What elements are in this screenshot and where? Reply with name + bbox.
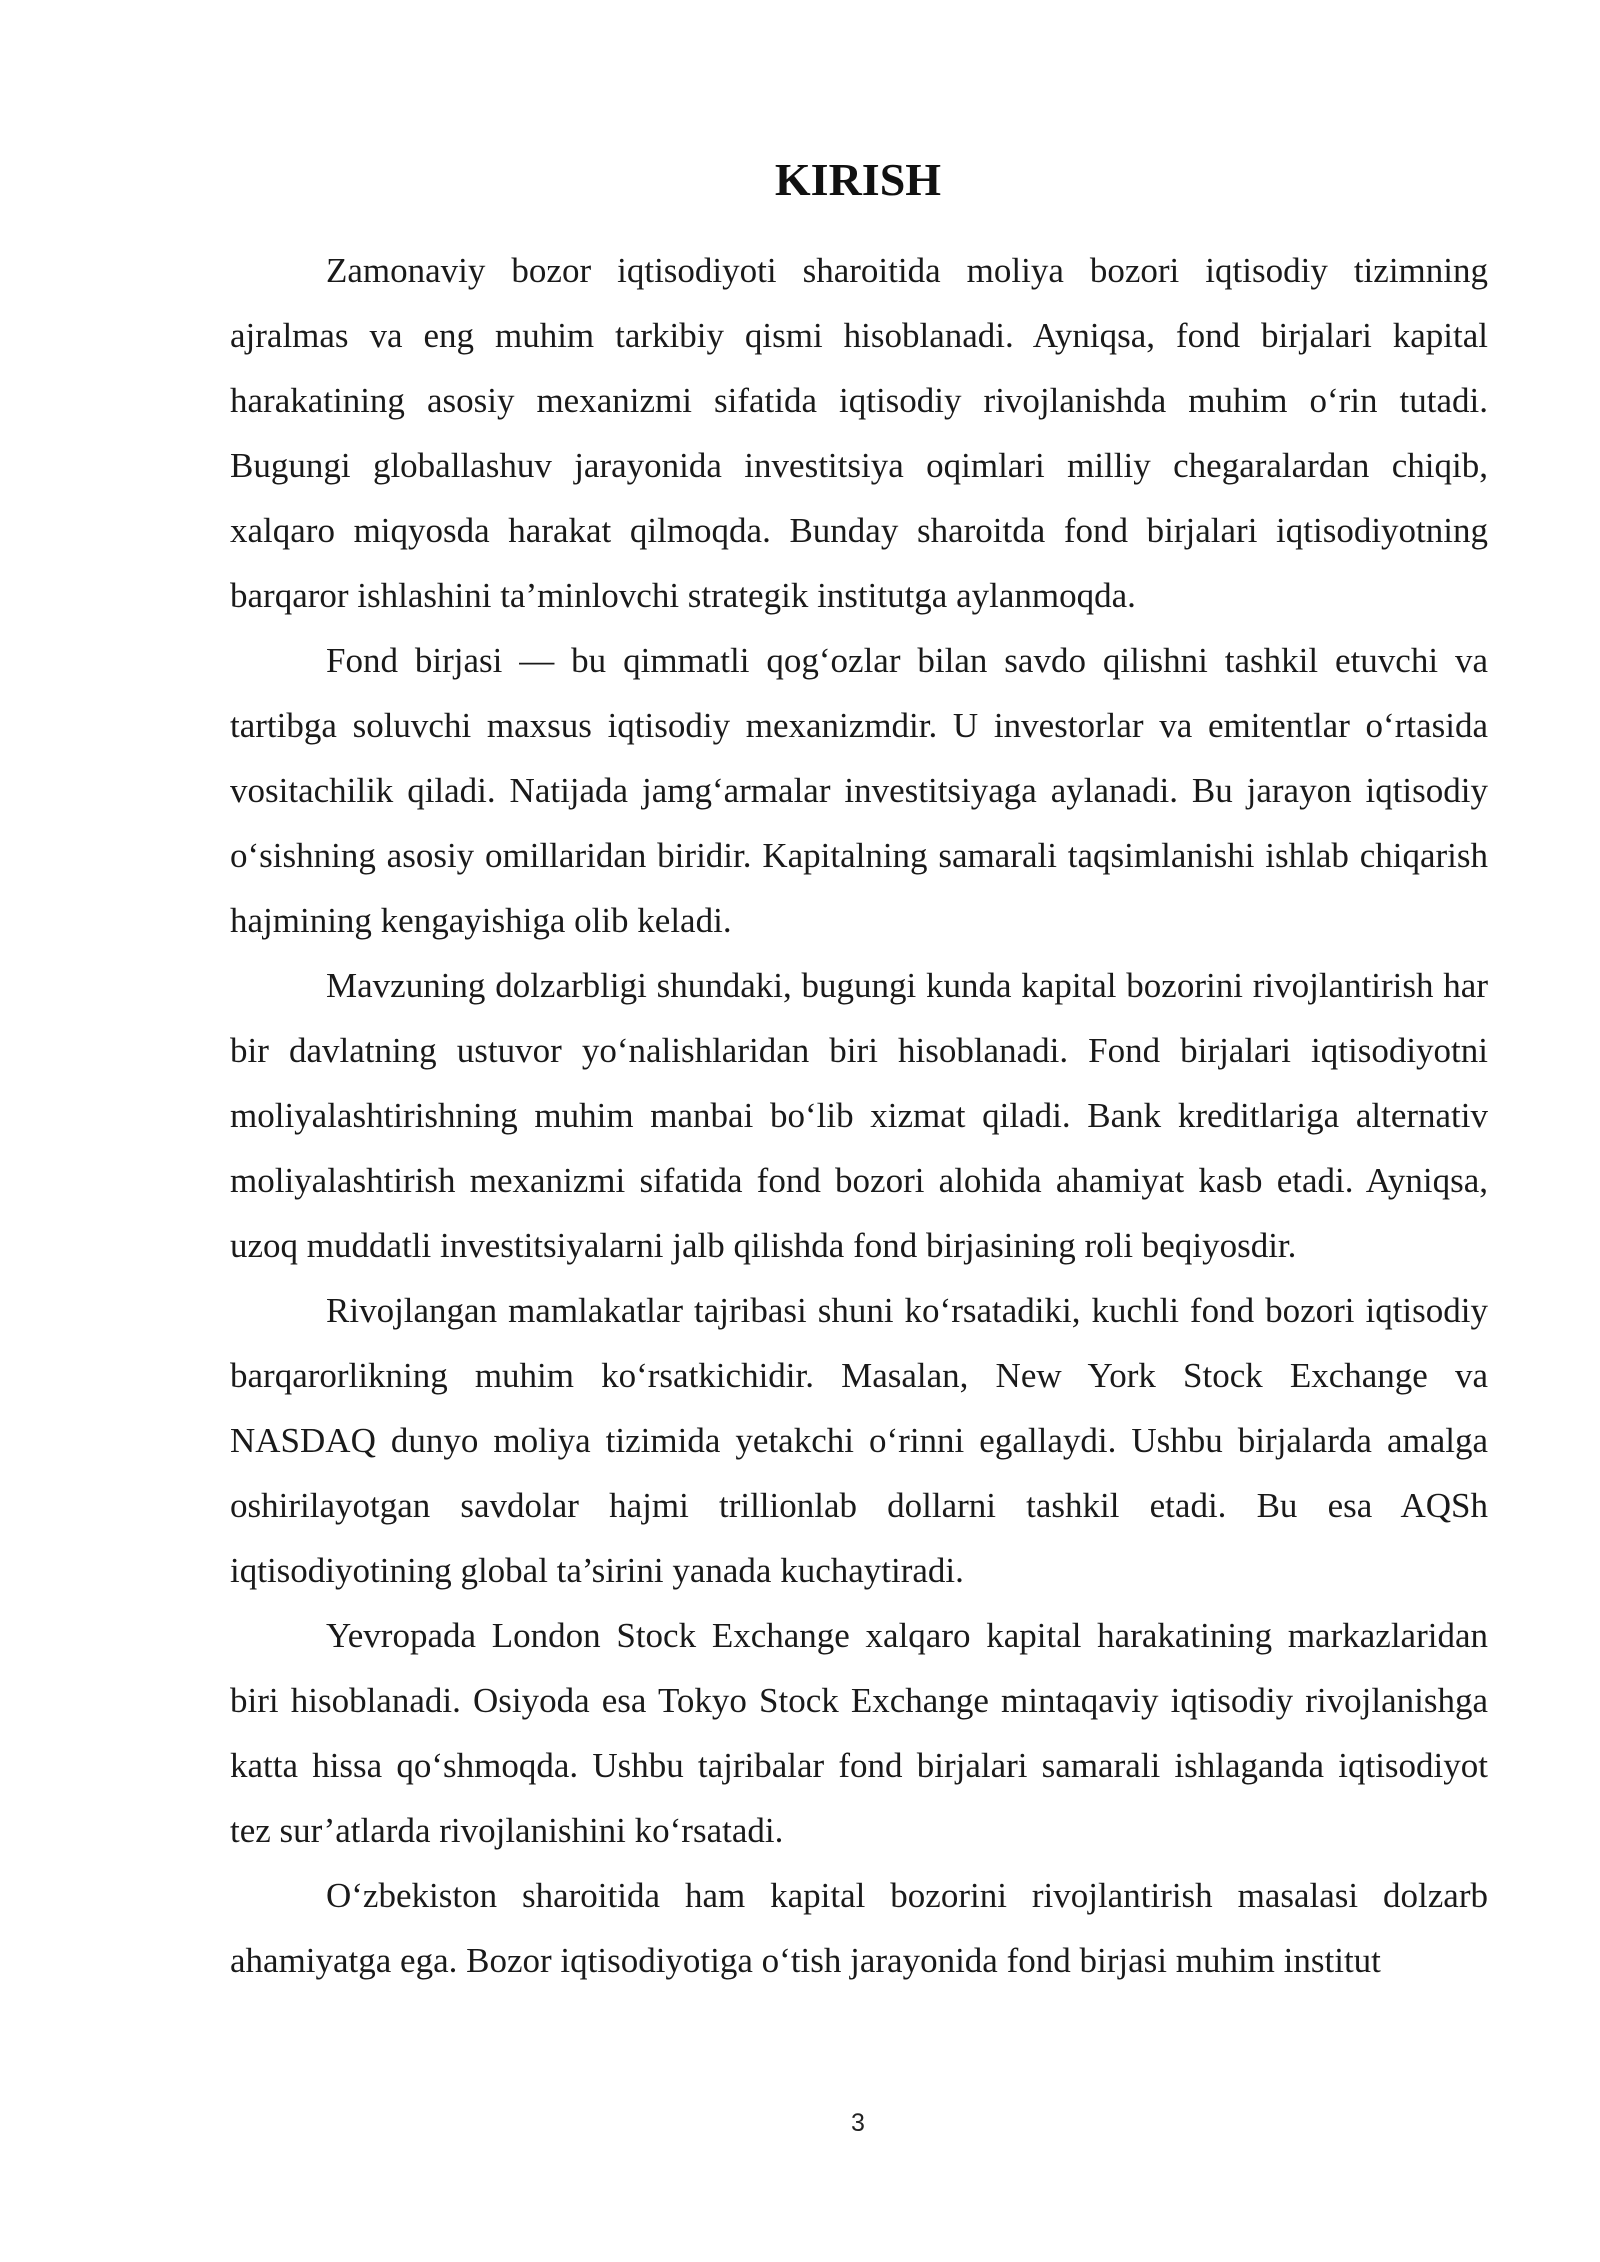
paragraph: Rivojlangan mamlakatlar tajribasi shuni ko‘rsatadiki, kuchli fond bozori iqtisodiy barqarorlikning muhim ko‘rsatkichidir. Masalan, New York Stock Exchange va NASDAQ dunyo moliya tizimida yetakchi o‘rinni egallaydi. Ushbu birjalarda amalga oshirilayotgan savdolar hajmi trillionlab dollarni tashkil etadi. Bu esa AQSh iqtisodiyotining global ta’sirini yanada kuchaytiradi. — [230, 1291, 1488, 1590]
page-number: 3 — [851, 2109, 865, 2137]
paragraph: Yevropada London Stock Exchange xalqaro kapital harakatining markazlaridan biri hisoblanadi. Osiyoda esa Tokyo Stock Exchange mintaqaviy iqtisodiy rivojlanishga katta hissa qo‘shmoqda. Ushbu tajribalar fond birjalari samarali ishlaganda iqtisodiyot tez sur’atlarda rivojlanishini ko‘rsatadi. — [230, 1616, 1488, 1850]
paragraph: Mavzuning dolzarbligi shundaki, bugungi kunda kapital bozorini rivojlantirish har bir davlatning ustuvor yo‘nalishlaridan biri hisoblanadi. Fond birjalari iqtisodiyotni moliyalashtirishning muhim manbai bo‘lib xizmat qiladi. Bank kreditlariga alternativ moliyalashtirish mexanizmi sifatida fond bozori alohida ahamiyat kasb etadi. Ayniqsa, uzoq muddatli investitsiyalarni jalb qilishda fond birjasining roli beqiyosdir. — [230, 966, 1488, 1265]
paragraph: O‘zbekiston sharoitida ham kapital bozorini rivojlantirish masalasi dolzarb ahamiyatga ega. Bozor iqtisodiyotiga o‘tish jarayonida fond birjasi muhim institut — [230, 1876, 1488, 1980]
body-text — [230, 238, 1488, 1993]
paragraph: Zamonaviy bozor iqtisodiyoti sharoitida moliya bozori iqtisodiy tizimning ajralmas va eng muhim tarkibiy qismi hisoblanadi. Ayniqsa, fond birjalari kapital harakatining asosiy mexanizmi sifatida iqtisodiy rivojlanishda muhim o‘rin tutadi. Bugungi globallashuv jarayonida investitsiya oqimlari milliy chegaralardan chiqib, xalqaro miqyosda harakat qilmoqda. Bunday sharoitda fond birjalari iqtisodiyotning barqaror ishlashini ta’minlovchi strategik institutga aylanmoqda. — [230, 251, 1488, 615]
page-title: KIRISH — [774, 154, 942, 205]
paragraph: Fond birjasi — bu qimmatli qog‘ozlar bilan savdo qilishni tashkil etuvchi va tartibga soluvchi maxsus iqtisodiy mexanizmdir. U investorlar va emitentlar o‘rtasida vositachilik qiladi. Natijada jamg‘armalar investitsiyaga aylanadi. Bu jarayon iqtisodiy o‘sishning asosiy omillaridan biridir. Kapitalning samarali taqsimlanishi ishlab chiqarish hajmining kengayishiga olib keladi. — [230, 641, 1488, 940]
